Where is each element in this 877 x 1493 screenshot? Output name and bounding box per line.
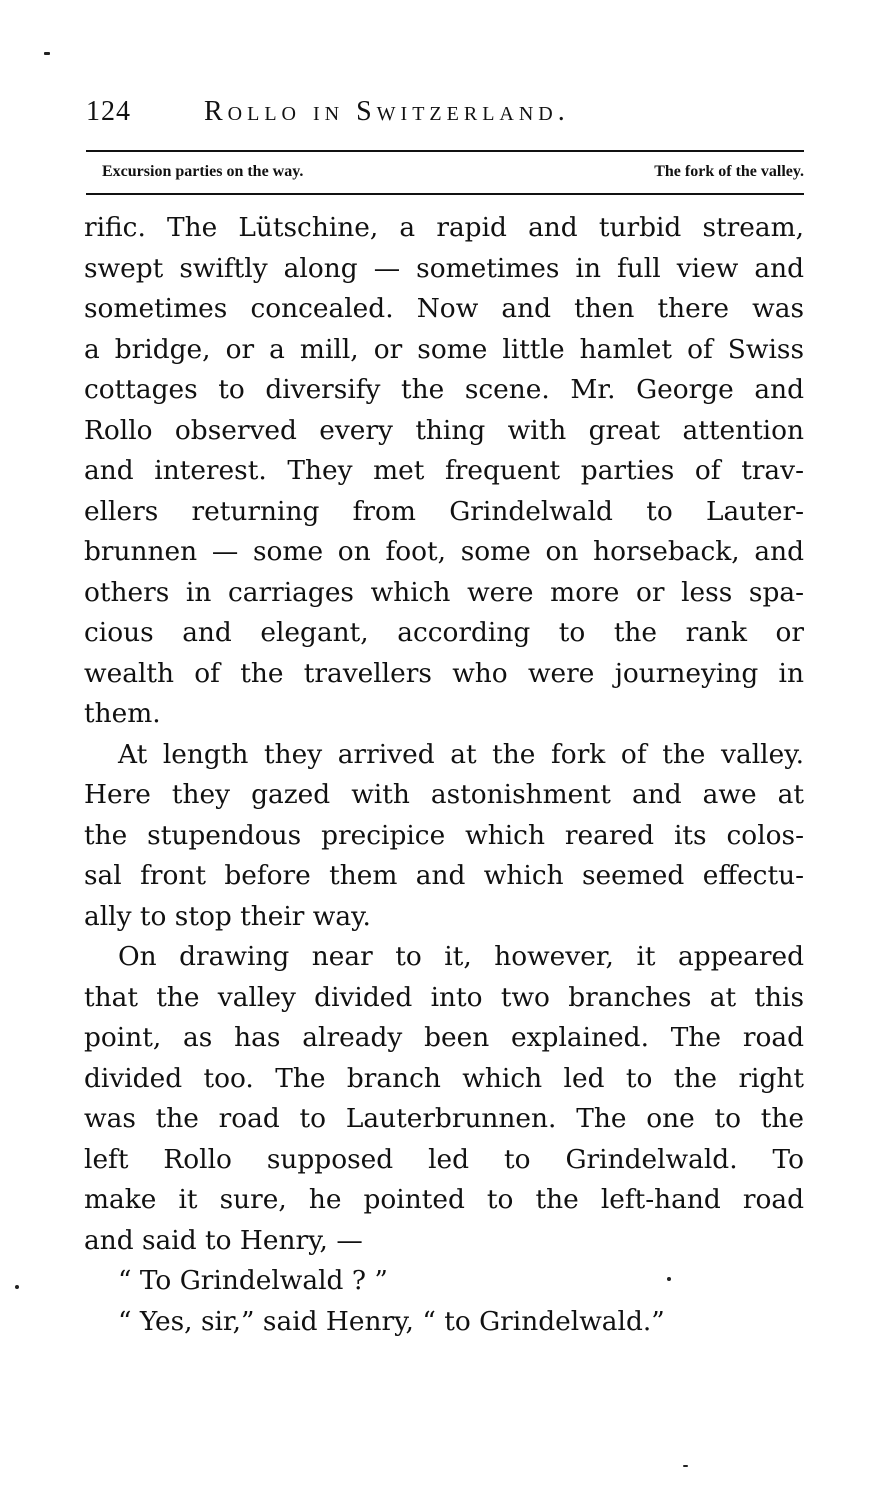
header-rule-bottom xyxy=(86,193,804,195)
text-line: brunnen — some on foot, some on horseback, and xyxy=(84,536,804,567)
text-line: point, as has already been explained. The road xyxy=(84,1022,804,1053)
text-line: sal front before them and which seemed effectu- xyxy=(84,860,804,891)
text-line: wealth of the travellers who were journeying in xyxy=(84,657,804,689)
text-line: others in carriages which were more or less spa- xyxy=(84,576,804,608)
text-line: the stupendous precipice which reared its colos- xyxy=(84,819,804,851)
print-speck xyxy=(667,1277,671,1281)
text-line: On drawing near to it, however, it appeared xyxy=(118,941,804,972)
text-line: make it sure, he pointed to the left-hand road xyxy=(84,1184,804,1215)
text-line: a bridge, or a mill, or some little hamlet of Swiss xyxy=(84,333,804,365)
text-line: Here they gazed with astonishment and awe at xyxy=(84,779,804,810)
text-line: left Rollo supposed led to Grindelwald. To xyxy=(84,1143,804,1175)
text-line: Rollo observed every thing with great attention xyxy=(84,414,804,446)
print-speck xyxy=(15,1285,19,1289)
text-line: divided too. The branch which led to the right xyxy=(84,1062,804,1094)
text-line: “ To Grindelwald ? ” xyxy=(118,1265,388,1296)
text-line: At length they arrived at the fork of the valley. xyxy=(118,738,804,770)
text-line: cottages to diversify the scene. Mr. George and xyxy=(84,374,804,405)
subhead-right: The fork of the valley. xyxy=(654,163,804,180)
text-line: ally to stop their way. xyxy=(84,900,371,932)
subhead-left: Excursion parties on the way. xyxy=(102,163,304,180)
text-line: cious and elegant, according to the rank or xyxy=(84,617,804,648)
text-line: and said to Henry, — xyxy=(84,1224,363,1256)
page-number: 124 xyxy=(86,96,131,127)
text-line: sometimes concealed. Now and then there was xyxy=(84,293,804,324)
text-line: them. xyxy=(84,698,161,729)
text-line: that the valley divided into two branches at this xyxy=(84,981,804,1013)
text-line: was the road to Lauterbrunnen. The one to the xyxy=(84,1103,804,1134)
header-rule-top xyxy=(86,150,804,152)
text-line: rific. The Lütschine, a rapid and turbid stream, xyxy=(84,212,804,243)
text-line: “ Yes, sir,” said Henry, “ to Grindelwald.” xyxy=(118,1305,665,1337)
subhead xyxy=(102,163,804,187)
text-line: swept swiftly along — sometimes in full view and xyxy=(84,252,804,284)
page-header xyxy=(86,96,806,136)
text-line: and interest. They met frequent parties of trav- xyxy=(84,455,804,486)
print-speck xyxy=(44,52,50,55)
print-speck xyxy=(683,1465,688,1467)
text-line: ellers returning from Grindelwald to Lauter- xyxy=(84,495,804,527)
running-title: Rollo in Switzerland. xyxy=(204,96,570,127)
body-text xyxy=(84,208,804,1342)
